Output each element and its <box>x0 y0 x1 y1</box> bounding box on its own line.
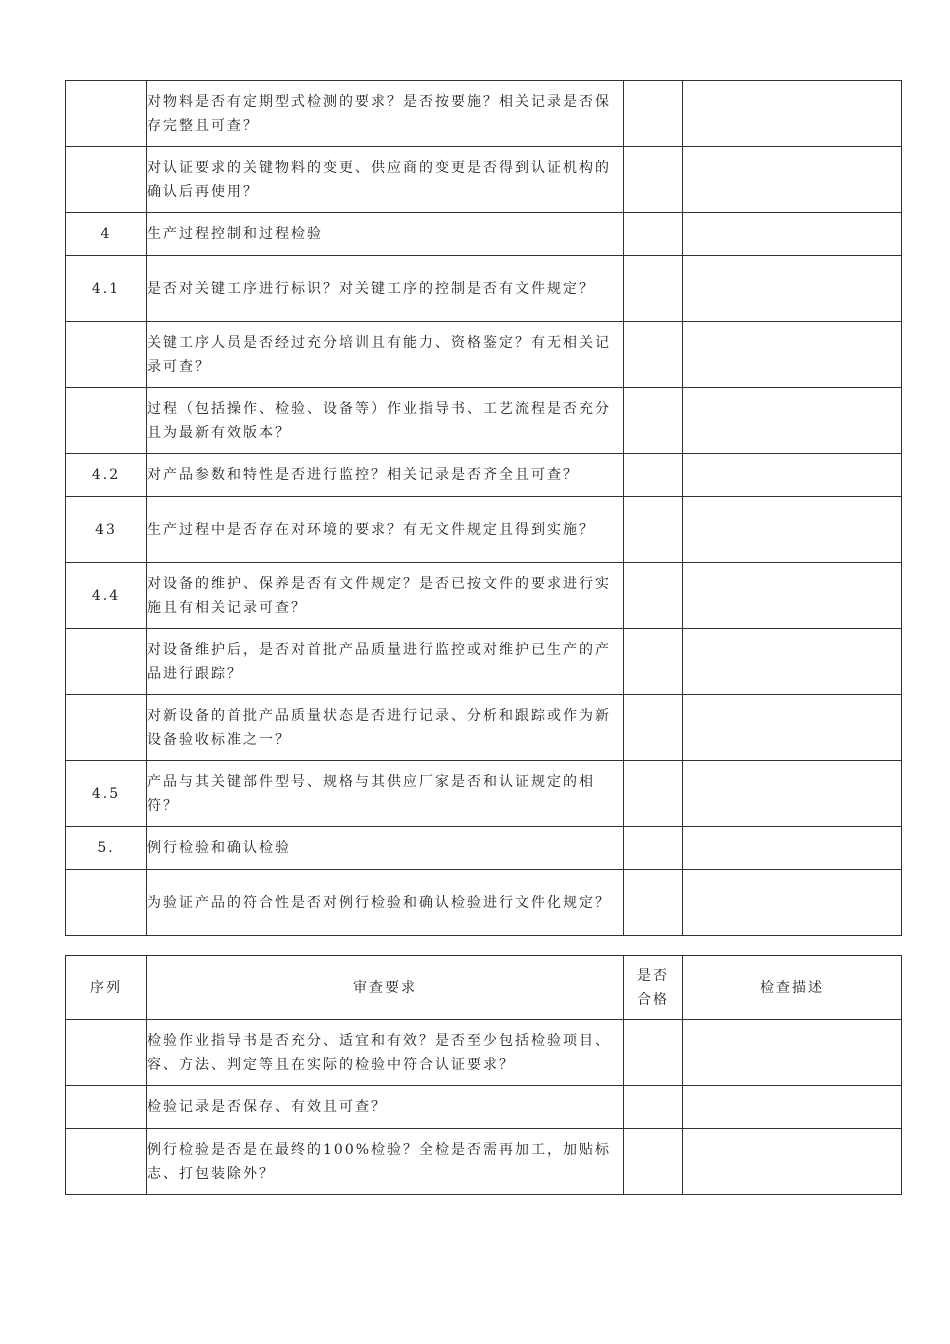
header-number: 序列 <box>66 956 147 1020</box>
table-row <box>66 1129 902 1195</box>
description-cell[interactable] <box>683 256 902 322</box>
requirement-cell: 对设备的维护、保养是否有文件规定？是否已按文件的要求进行实施且有相关记录可查？ <box>147 563 624 629</box>
requirement-cell: 过程（包括操作、检验、设备等）作业指导书、工艺流程是否充分且为最新有效版本？ <box>147 388 624 454</box>
requirement-cell: 对设备维护后，是否对首批产品质量进行监控或对维护已生产的产品进行跟踪？ <box>147 629 624 695</box>
requirement-cell: 对认证要求的关键物料的变更、供应商的变更是否得到认证机构的确认后再使用？ <box>147 147 624 213</box>
row-number-cell: 4.5 <box>66 761 147 827</box>
description-cell[interactable] <box>683 761 902 827</box>
table-row <box>66 1086 902 1129</box>
description-cell[interactable] <box>683 1129 902 1195</box>
pass-cell[interactable] <box>624 322 683 388</box>
requirement-cell: 检验作业指导书是否充分、适宜和有效？是否至少包括检验项目、容、方法、判定等且在实际的检验中符合认证要求？ <box>147 1020 624 1086</box>
pass-cell[interactable] <box>624 1020 683 1086</box>
requirement-cell: 为验证产品的符合性是否对例行检验和确认检验进行文件化规定？ <box>147 870 624 936</box>
row-number-cell: 4 <box>66 213 147 256</box>
requirement-cell: 产品与其关键部件型号、规格与其供应厂家是否和认证规定的相符？ <box>147 761 624 827</box>
description-cell[interactable] <box>683 563 902 629</box>
requirement-cell: 对产品参数和特性是否进行监控？相关记录是否齐全且可查？ <box>147 454 624 497</box>
description-cell[interactable] <box>683 1020 902 1086</box>
row-number-cell: 4.4 <box>66 563 147 629</box>
table-row <box>66 1020 902 1086</box>
requirement-cell: 例行检验是否是在最终的100%检验？全检是否需再加工，加贴标志、打包装除外？ <box>147 1129 624 1195</box>
table-row <box>66 213 902 256</box>
requirement-cell: 对新设备的首批产品质量状态是否进行记录、分析和跟踪或作为新设备验收标准之一？ <box>147 695 624 761</box>
description-cell[interactable] <box>683 147 902 213</box>
row-number-cell <box>66 147 147 213</box>
description-cell[interactable] <box>683 827 902 870</box>
pass-cell[interactable] <box>624 213 683 256</box>
table-row <box>66 454 902 497</box>
pass-cell[interactable] <box>624 256 683 322</box>
table-row <box>66 256 902 322</box>
description-cell[interactable] <box>683 213 902 256</box>
pass-cell[interactable] <box>624 1129 683 1195</box>
table-row <box>66 497 902 563</box>
header-requirement: 审查要求 <box>147 956 624 1020</box>
row-number-cell: 4.2 <box>66 454 147 497</box>
pass-cell[interactable] <box>624 695 683 761</box>
requirement-cell: 生产过程中是否存在对环境的要求？有无文件规定且得到实施？ <box>147 497 624 563</box>
table-row <box>66 695 902 761</box>
row-number-cell <box>66 695 147 761</box>
pass-cell[interactable] <box>624 629 683 695</box>
description-cell[interactable] <box>683 322 902 388</box>
pass-cell[interactable] <box>624 388 683 454</box>
audit-checklist-table <box>65 955 902 1195</box>
requirement-cell: 对物料是否有定期型式检测的要求？是否按要施？相关记录是否保存完整且可查？ <box>147 81 624 147</box>
row-number-cell: 4.1 <box>66 256 147 322</box>
pass-cell[interactable] <box>624 147 683 213</box>
header-pass <box>624 956 683 1020</box>
header-description: 检查描述 <box>683 956 902 1020</box>
description-cell[interactable] <box>683 497 902 563</box>
row-number-cell <box>66 1020 147 1086</box>
pass-cell[interactable] <box>624 761 683 827</box>
requirement-cell: 检验记录是否保存、有效且可查？ <box>147 1086 624 1129</box>
pass-cell[interactable] <box>624 454 683 497</box>
description-cell[interactable] <box>683 454 902 497</box>
description-cell[interactable] <box>683 1086 902 1129</box>
table-row <box>66 147 902 213</box>
pass-cell[interactable] <box>624 497 683 563</box>
requirement-cell: 例行检验和确认检验 <box>147 827 624 870</box>
table-row <box>66 322 902 388</box>
table-row <box>66 761 902 827</box>
row-number-cell: 5. <box>66 827 147 870</box>
row-number-cell <box>66 870 147 936</box>
pass-cell[interactable] <box>624 563 683 629</box>
row-number-cell: 43 <box>66 497 147 563</box>
header-pass-line1: 是否 <box>637 967 669 984</box>
pass-cell[interactable] <box>624 827 683 870</box>
table-row <box>66 629 902 695</box>
description-cell[interactable] <box>683 388 902 454</box>
description-cell[interactable] <box>683 81 902 147</box>
row-number-cell <box>66 388 147 454</box>
table-row <box>66 827 902 870</box>
row-number-cell <box>66 1086 147 1129</box>
requirement-cell: 是否对关键工序进行标识？对关键工序的控制是否有文件规定？ <box>147 256 624 322</box>
table-header-row <box>66 956 902 1020</box>
table-row <box>66 81 902 147</box>
header-pass-line2: 合格 <box>637 991 669 1008</box>
description-cell[interactable] <box>683 695 902 761</box>
requirement-cell: 关键工序人员是否经过充分培训且有能力、资格鉴定？有无相关记录可查？ <box>147 322 624 388</box>
pass-cell[interactable] <box>624 870 683 936</box>
row-number-cell <box>66 81 147 147</box>
pass-cell[interactable] <box>624 81 683 147</box>
row-number-cell <box>66 629 147 695</box>
row-number-cell <box>66 1129 147 1195</box>
row-number-cell <box>66 322 147 388</box>
table-row <box>66 388 902 454</box>
requirement-cell: 生产过程控制和过程检验 <box>147 213 624 256</box>
description-cell[interactable] <box>683 629 902 695</box>
table-row <box>66 870 902 936</box>
audit-checklist-table-continued <box>65 80 902 936</box>
pass-cell[interactable] <box>624 1086 683 1129</box>
description-cell[interactable] <box>683 870 902 936</box>
table-row <box>66 563 902 629</box>
